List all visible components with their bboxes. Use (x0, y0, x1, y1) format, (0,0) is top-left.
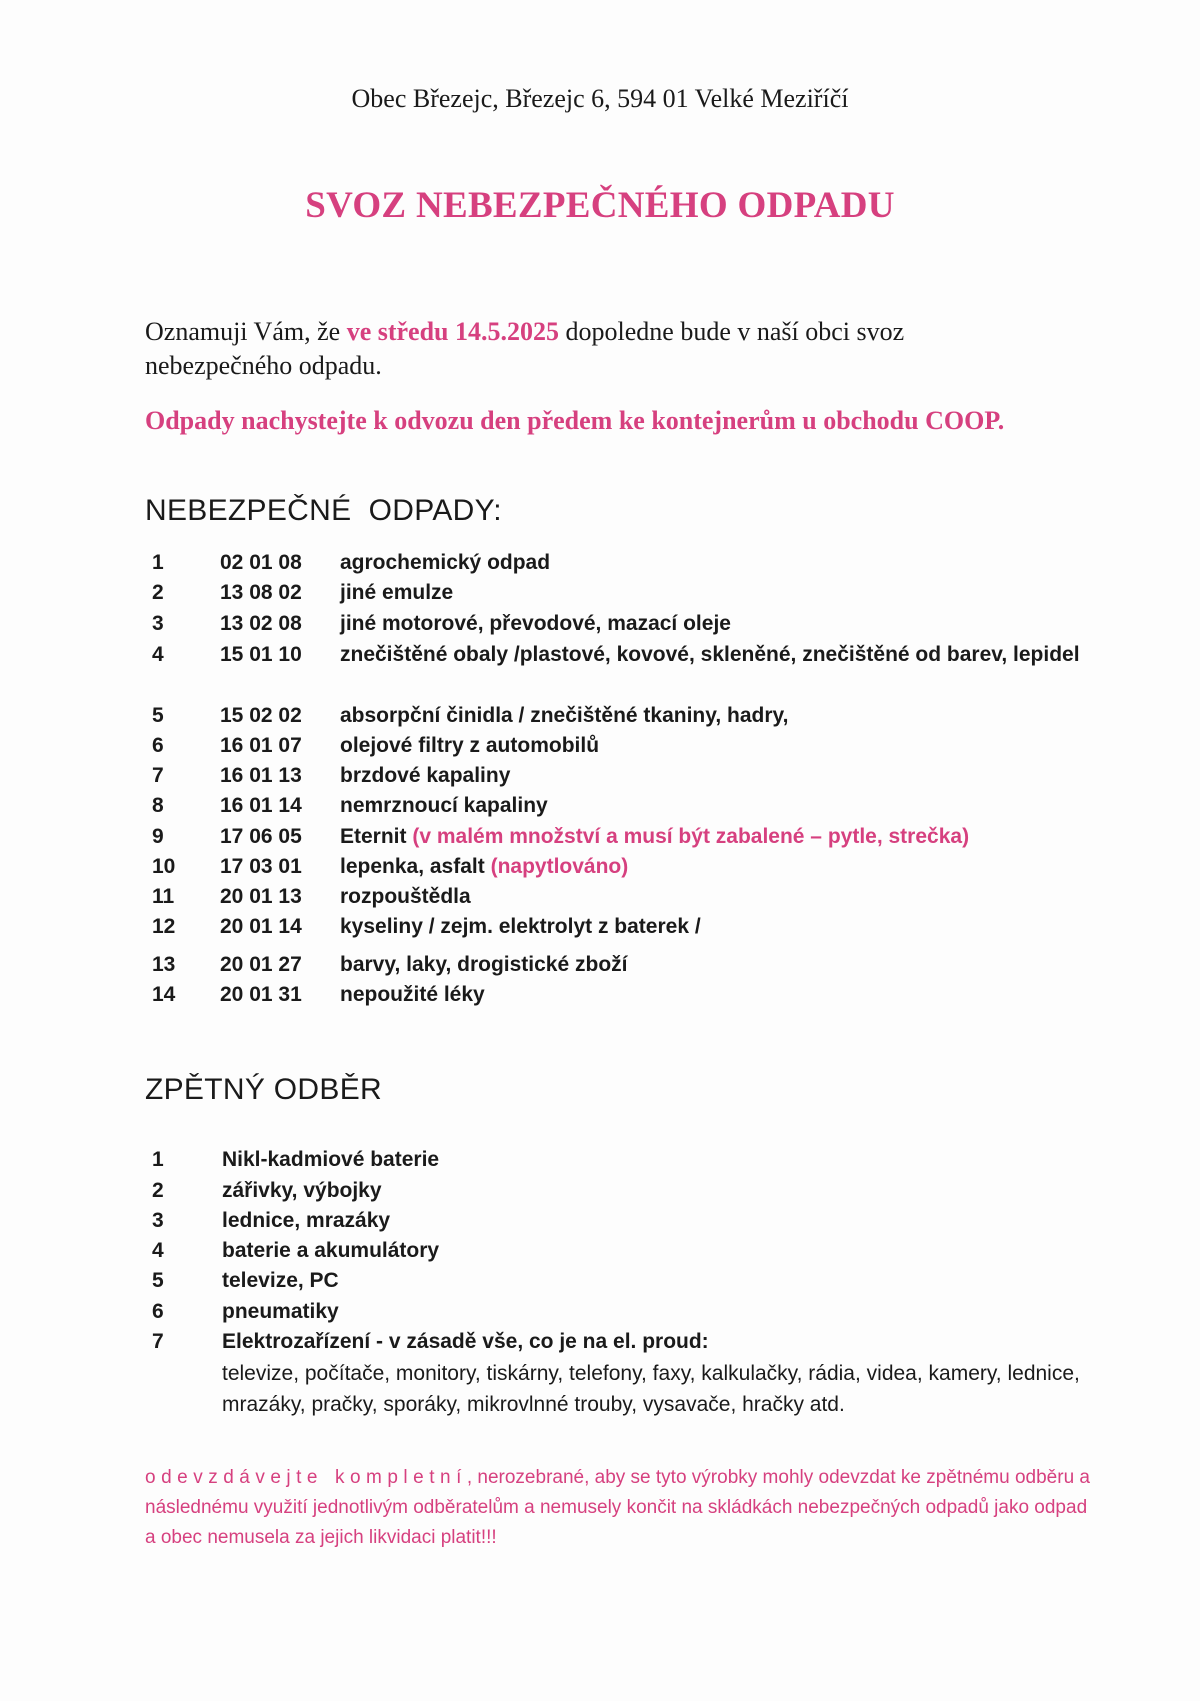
waste-description-text: absorpční činidla / znečištěné tkaniny, hadry, (340, 704, 789, 727)
row-number: 4 (152, 1239, 164, 1262)
municipality-address: Obec Březejc, Březejc 6, 594 01 Velké Meziříčí (351, 84, 849, 113)
takeback-description: Nikl-kadmiové baterie (222, 1148, 440, 1171)
waste-description (340, 980, 1140, 1009)
announcement-suffix: dopoledne bude v naší obci svoz nebezpečného odpadu. (145, 317, 905, 380)
waste-code: 13 08 02 (220, 581, 302, 604)
row-number: 13 (152, 953, 176, 976)
row-number: 1 (152, 1148, 164, 1171)
waste-description (340, 852, 1140, 881)
waste-description (340, 950, 1140, 979)
row-number: 4 (152, 643, 164, 666)
takeback-heading: ZPĚTNÝ ODBĚR (145, 1073, 382, 1106)
waste-code: 16 01 14 (220, 794, 302, 817)
row-number: 9 (152, 825, 164, 848)
waste-code: 16 01 07 (220, 734, 302, 757)
waste-description-text: kyseliny / zejm. elektrolyt z baterek / (340, 915, 701, 938)
footer-spaced-word-1: odevzdávejte (145, 1467, 323, 1488)
waste-code: 02 01 08 (220, 551, 302, 574)
row-number: 3 (152, 612, 164, 635)
row-number: 3 (152, 1209, 164, 1232)
waste-code: 20 01 31 (220, 983, 302, 1006)
takeback-description: pneumatiky (222, 1300, 339, 1323)
announcement-paragraph (145, 315, 1025, 383)
waste-code: 16 01 13 (220, 764, 302, 787)
waste-code: 15 01 10 (220, 643, 302, 666)
waste-description (340, 548, 1140, 577)
waste-code: 13 02 08 (220, 612, 302, 635)
waste-description-text: rozpouštědla (340, 885, 471, 908)
waste-note: (v malém množství a musí být zabalené – pytle, strečka) (412, 825, 970, 848)
hazardous-heading: NEBEZPEČNÉ ODPADY: (145, 494, 502, 527)
instruction-paragraph: Odpady nachystejte k odvozu den předem ke kontejnerům u obchodu COOP. (145, 406, 1005, 435)
waste-description-text: nepoužité léky (340, 983, 485, 1006)
waste-description-text: nemrznoucí kapaliny (340, 794, 548, 817)
waste-description-text: barvy, laky, drogistické zboží (340, 953, 628, 976)
waste-description-text: jiné emulze (340, 581, 454, 604)
waste-code: 20 01 13 (220, 885, 302, 908)
row-number: 11 (152, 885, 175, 908)
waste-description-text: znečištěné obaly /plastové, kovové, skleněné, znečištěné od barev, lepidel (340, 643, 1080, 666)
waste-description-text: jiné motorové, převodové, mazací oleje (340, 612, 731, 635)
row-number: 6 (152, 734, 164, 757)
takeback-description: Elektrozařízení - v zásadě vše, co je na el. proud: (222, 1330, 709, 1353)
waste-description-text: agrochemický odpad (340, 551, 551, 574)
row-number: 10 (152, 855, 176, 878)
waste-description (340, 882, 1140, 911)
row-number: 8 (152, 794, 164, 817)
electronics-detail: televize, počítače, monitory, tiskárny, telefony, faxy, kalkulačky, rádia, videa, kamery, lednice, mrazáky, pračky, sporáky, mikrovlnné trouby, vysavače, hračky atd. (222, 1362, 1080, 1416)
waste-code: 15 02 02 (220, 704, 302, 727)
footer-spaced-word-2: kompletní (334, 1467, 467, 1488)
waste-description (340, 640, 1140, 669)
waste-code: 17 06 05 (220, 825, 302, 848)
waste-description (340, 791, 1140, 820)
row-number: 2 (152, 1179, 164, 1202)
waste-description (340, 912, 1140, 941)
waste-note: (napytlováno) (490, 855, 629, 878)
waste-description (340, 701, 1140, 730)
waste-description-text: Eternit (340, 825, 413, 848)
waste-code: 20 01 27 (220, 953, 302, 976)
waste-code: 17 03 01 (220, 855, 302, 878)
row-number: 5 (152, 1269, 164, 1292)
takeback-description: lednice, mrazáky (222, 1209, 391, 1232)
waste-description (340, 609, 1140, 638)
waste-description (340, 731, 1140, 760)
footer-note (145, 1463, 1090, 1553)
takeback-description: zářivky, výbojky (222, 1179, 382, 1202)
row-number: 6 (152, 1300, 164, 1323)
takeback-description: televize, PC (222, 1269, 339, 1292)
footer-rest: , nerozebrané, aby se tyto výrobky mohly odevzdat ke zpětnému odběru a následnému využití jednotlivým odběratelům a nemusely končit na skládkách nebezpečných odpadů jako odpad a obec nemusela za jejich likvidaci platit!!! (145, 1467, 1090, 1548)
takeback-description: baterie a akumulátory (222, 1239, 440, 1262)
page-title: SVOZ NEBEZPEČNÉHO ODPADU (305, 185, 895, 226)
waste-description-text: brzdové kapaliny (340, 764, 511, 787)
collection-date: ve středu 14.5.2025 (346, 317, 560, 346)
row-number: 14 (152, 983, 176, 1006)
announcement-prefix: Oznamuji Vám, že (145, 317, 347, 346)
waste-description (340, 578, 1140, 607)
row-number: 1 (152, 551, 164, 574)
row-number: 5 (152, 704, 164, 727)
row-number: 7 (152, 764, 164, 787)
waste-description-text: olejové filtry z automobilů (340, 734, 600, 757)
waste-description (340, 822, 1140, 851)
row-number: 2 (152, 581, 164, 604)
waste-description-text: lepenka, asfalt (340, 855, 491, 878)
row-number: 7 (152, 1330, 164, 1353)
row-number: 12 (152, 915, 176, 938)
waste-code: 20 01 14 (220, 915, 302, 938)
waste-description (340, 761, 1140, 790)
